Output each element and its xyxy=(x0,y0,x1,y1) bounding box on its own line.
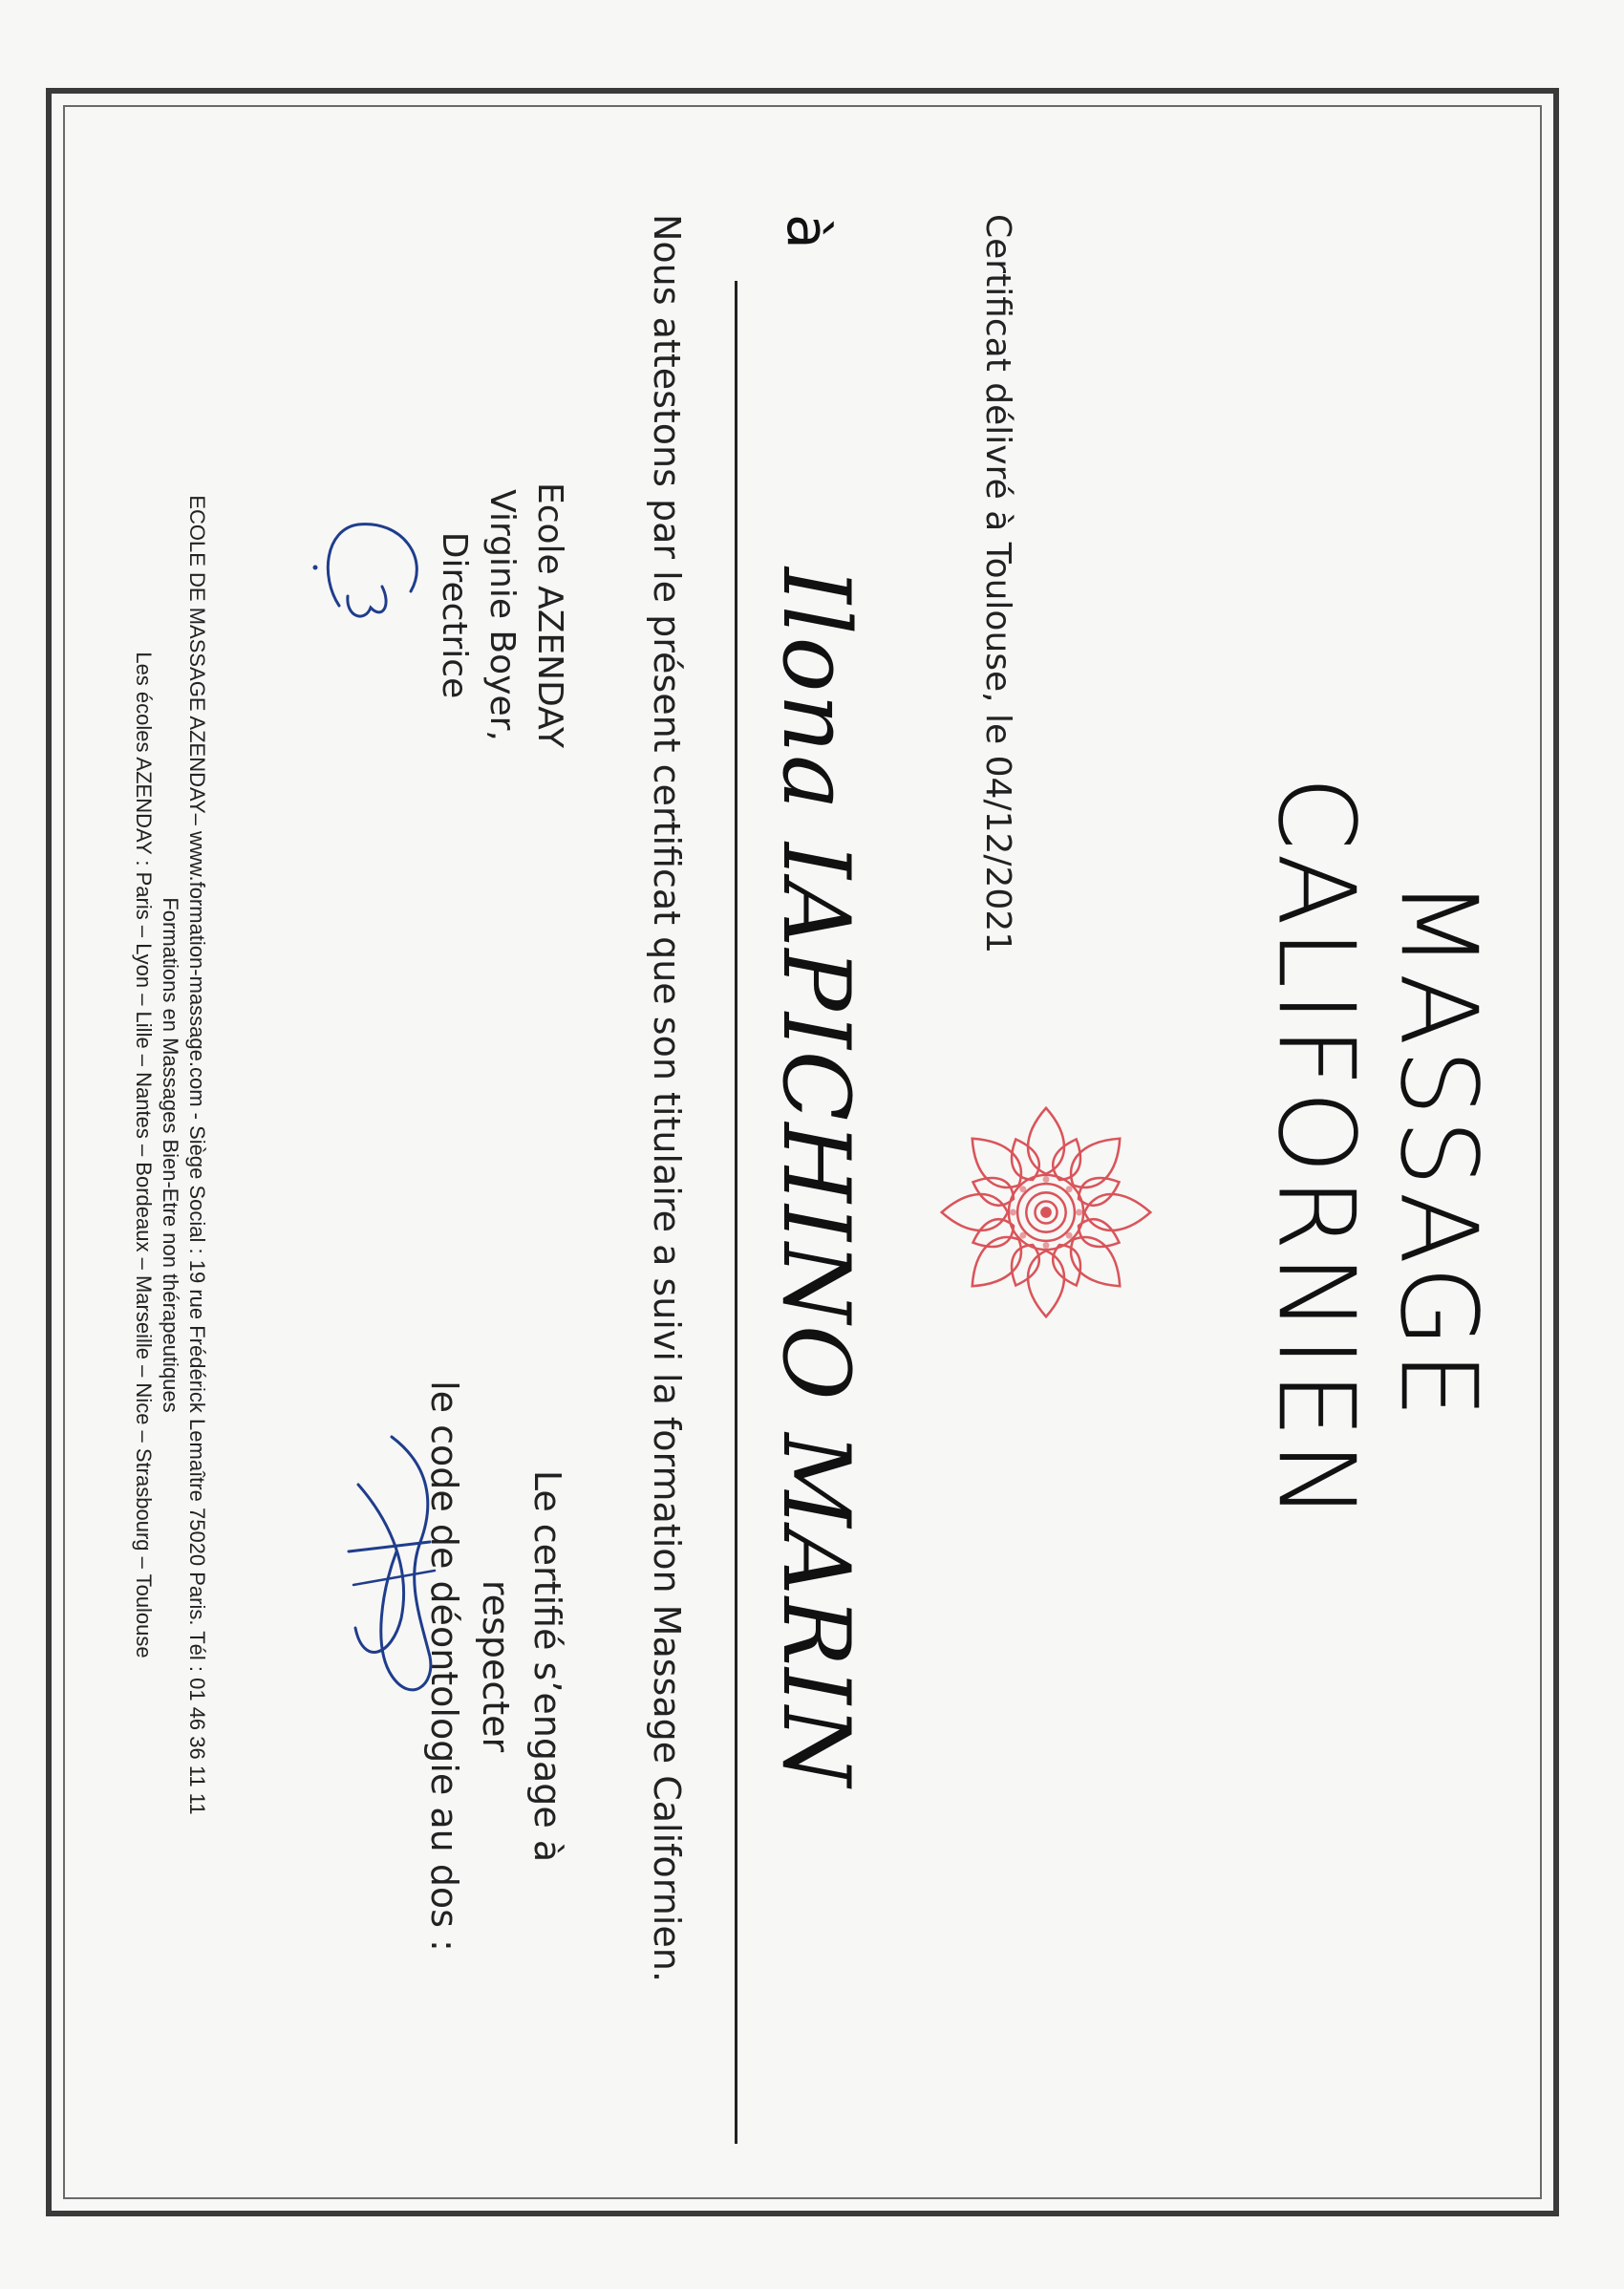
recipient-name: Ilona IAPICHINO MARIN xyxy=(762,567,869,1788)
certificate-content xyxy=(67,109,1538,2195)
school-block xyxy=(430,424,573,806)
school-name: Ecole AZENDAY xyxy=(530,481,569,749)
pledge-line-2: le code de déontologie au dos : xyxy=(423,1380,465,1952)
footer xyxy=(130,204,210,2106)
certificate-title: MASSAGE CALIFORNIEN xyxy=(1255,776,1500,1525)
pledge-line-1: Le certifié s’engage à respecter xyxy=(475,1469,568,1863)
director-signature xyxy=(296,501,439,673)
footer-line-1: ECOLE DE MASSAGE AZENDAY– www.formation-massage.com - Siège Social : 19 rue Frédérick Lemaître 75020 Paris. Tél : 01 46 36 11 11 xyxy=(185,495,209,1815)
recipient-row xyxy=(716,214,869,2144)
footer-line-3: Les écoles AZENDAY : Paris – Lyon – Lille – Nantes – Bordeaux – Marseille – Nice – Strasbourg – Toulouse xyxy=(132,652,156,1658)
recipient-underline xyxy=(735,281,737,2144)
lotus-mandala-icon xyxy=(936,1102,1156,1322)
director-name: Virginie Boyer, Directrice xyxy=(435,489,522,741)
holder-signature xyxy=(334,1427,449,1714)
footer-line-2: Formations en Massages Bien-Etre non thérapeutiques xyxy=(159,897,182,1413)
recipient-prefix: à xyxy=(774,214,841,249)
issued-line: Certificat délivré à Toulouse, le 04/12/2021 xyxy=(978,214,1017,954)
attestation-text: Nous attestons par le présent certificat que son titulaire a suivi la formation Massage Californien. xyxy=(646,214,688,1982)
